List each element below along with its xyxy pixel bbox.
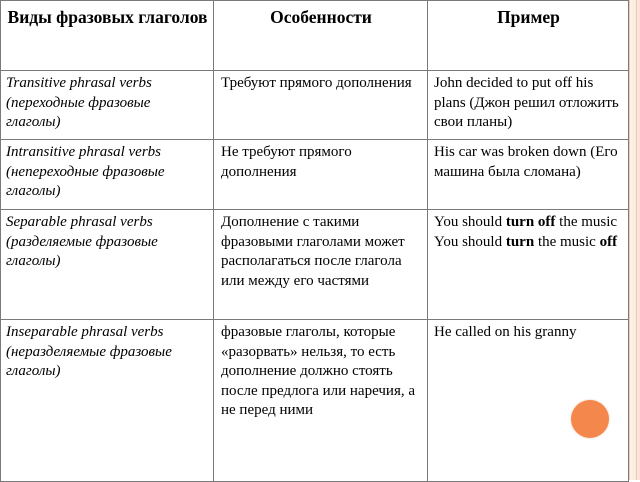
type-cell (1, 210, 214, 320)
example-cell (428, 210, 629, 320)
type-russian: (переходные фразовые глаголы) (6, 94, 151, 130)
type-english: Separable phrasal verbs (6, 214, 153, 230)
right-edge-line-outer (636, 0, 637, 480)
type-russian: (неразделяемые фразовые глаголы) (6, 343, 172, 379)
example-cell: John decided to put off his plans (Джон решил отложить свои планы) (428, 71, 629, 140)
header-types: Виды фразовых глаголов (1, 1, 214, 71)
example-line-1 (434, 213, 623, 233)
decorative-orange-circle (571, 400, 609, 438)
table-row (1, 71, 629, 140)
feature-cell: Требуют прямого дополнения (214, 71, 428, 140)
feature-cell: Дополнение с такими фразовыми глаголами может располагаться после глагола или между его частями (214, 210, 428, 320)
header-example: Пример (428, 1, 629, 71)
type-cell (1, 71, 214, 140)
example-text: You should (434, 233, 506, 250)
type-english: Inseparable phrasal verbs (6, 324, 164, 340)
table-row (1, 210, 629, 320)
table-row (1, 320, 629, 482)
example-cell: He called on his granny (428, 320, 629, 482)
type-english: Intransitive phrasal verbs (6, 144, 161, 160)
example-line-2 (434, 233, 623, 253)
feature-cell: фразовые глаголы, которые «разорвать» нельзя, то есть дополнение должно стоять после предлога или наречия, а не перед ними (214, 320, 428, 482)
header-features: Особенности (214, 1, 428, 71)
type-russian: (непереходные фразовые глаголы) (6, 163, 165, 199)
table-header-row (1, 1, 629, 71)
example-text: the music (555, 214, 618, 230)
type-english: Transitive phrasal verbs (6, 75, 152, 91)
table-row (1, 140, 629, 210)
example-text: the music (534, 233, 600, 250)
example-cell: His car was broken down (Его машина была сломана) (428, 140, 629, 210)
type-cell (1, 320, 214, 482)
example-bold-particle: off (599, 233, 618, 250)
type-russian: (разделяемые фразовые глаголы) (6, 233, 158, 269)
feature-cell: Не требуют прямого дополнения (214, 140, 428, 210)
right-edge-line (629, 0, 630, 480)
type-cell (1, 140, 214, 210)
example-text: You should (434, 214, 506, 230)
example-bold-verb: turn (505, 233, 535, 250)
example-bold-verb: turn off (505, 214, 556, 230)
